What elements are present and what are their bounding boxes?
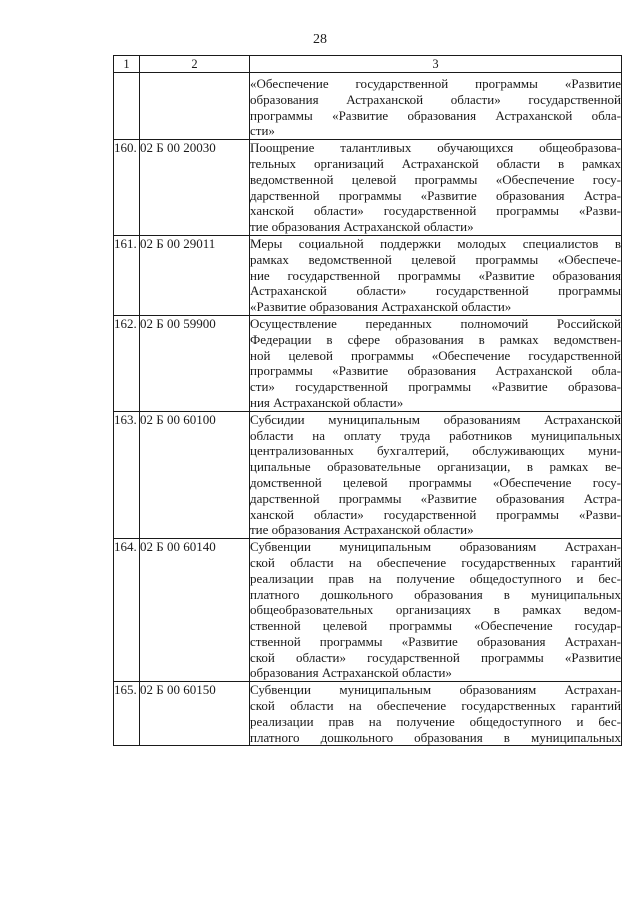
description-line: ской области на обеспечение государственных гарантий xyxy=(250,698,621,714)
budget-classification-table xyxy=(113,55,622,746)
description-line: тие образования Астраханской области» xyxy=(250,522,474,538)
table-row xyxy=(114,539,622,682)
description-line: реализации прав на получение общедоступного и бес- xyxy=(250,570,621,586)
row-description xyxy=(250,235,622,315)
description-line: программы «Развитие образования Астраханской обла- xyxy=(250,107,621,123)
description-line: ние государственной программы «Развитие образования xyxy=(250,267,621,283)
classification-code: 02 Б 00 60100 xyxy=(140,411,250,538)
description-line: Астраханской области» государственной программы xyxy=(250,283,621,299)
row-number: 163. xyxy=(114,411,140,538)
description-line: ципальные образовательные организации, в рамках ве- xyxy=(250,459,621,475)
classification-code: 02 Б 00 29011 xyxy=(140,235,250,315)
header-col-2: 2 xyxy=(140,56,250,73)
table-row xyxy=(114,73,622,140)
description-line: ственной программы «Развитие образования Астрахан- xyxy=(250,633,621,649)
description-line: сти» государственной программы «Развитие образова- xyxy=(250,379,621,395)
classification-code: 02 Б 00 59900 xyxy=(140,315,250,411)
description-line: Субсидии муниципальным образованиям Астраханской xyxy=(250,411,621,427)
description-line: ханской области» государственной программы «Разви- xyxy=(250,506,621,522)
row-description xyxy=(250,315,622,411)
table-header-row xyxy=(114,56,622,73)
table-row xyxy=(114,411,622,538)
description-line: образования Астраханской области» государственной xyxy=(250,91,621,107)
row-description xyxy=(250,73,622,140)
description-line: общеобразовательных организациях в рамках ведом- xyxy=(250,602,621,618)
row-number: 160. xyxy=(114,140,140,236)
description-line: ханской области» государственной программы «Разви- xyxy=(250,203,621,219)
row-number: 162. xyxy=(114,315,140,411)
row-number: 164. xyxy=(114,539,140,682)
description-line: ственной целевой программы «Обеспечение государ- xyxy=(250,618,621,634)
header-col-3: 3 xyxy=(250,56,622,73)
table-row xyxy=(114,315,622,411)
row-description xyxy=(250,411,622,538)
classification-code xyxy=(140,73,250,140)
page-number: 28 xyxy=(313,32,327,47)
description-line: Меры социальной поддержки молодых специалистов в xyxy=(250,235,621,251)
row-number: 161. xyxy=(114,235,140,315)
description-line: тельных организаций Астраханской области в рамках xyxy=(250,155,621,171)
description-line: «Развитие образования Астраханской области» xyxy=(250,299,512,315)
classification-code: 02 Б 00 60150 xyxy=(140,682,250,746)
description-line: области на оплату труда работников муниципальных xyxy=(250,427,621,443)
description-line: образования Астраханской области» xyxy=(250,665,452,681)
classification-code: 02 Б 00 20030 xyxy=(140,140,250,236)
description-line: тие образования Астраханской области» xyxy=(250,219,474,235)
description-line: домственной целевой программы «Обеспечение госу- xyxy=(250,474,621,490)
row-number xyxy=(114,73,140,140)
description-line: Субвенции муниципальным образованиям Астрахан- xyxy=(250,539,621,555)
description-line: программы «Развитие образования Астраханской обла- xyxy=(250,363,621,379)
description-line: Федерации в сфере образования в рамках ведомствен- xyxy=(250,331,621,347)
description-line: дарственной программы «Развитие образования Астра- xyxy=(250,490,621,506)
description-line: «Обеспечение государственной программы «Развитие xyxy=(250,76,621,91)
description-line: Осуществление переданных полномочий Российской xyxy=(250,315,621,331)
description-line: Субвенции муниципальным образованиям Астрахан- xyxy=(250,682,621,698)
description-line: реализации прав на получение общедоступного и бес- xyxy=(250,713,621,729)
description-line: дарственной программы «Развитие образования Астра- xyxy=(250,187,621,203)
row-description xyxy=(250,140,622,236)
description-line: платного дошкольного образования в муниципальных xyxy=(250,586,621,602)
description-line: платного дошкольного образования в муниципальных xyxy=(250,729,621,745)
description-line: централизованных бухгалтерий, обслуживающих муни- xyxy=(250,443,621,459)
description-line: ведомственной целевой программы «Обеспечение госу- xyxy=(250,171,621,187)
table-row xyxy=(114,140,622,236)
table-row xyxy=(114,682,622,746)
row-description xyxy=(250,539,622,682)
row-description xyxy=(250,682,622,746)
description-line: ской области на обеспечение государственных гарантий xyxy=(250,554,621,570)
row-number: 165. xyxy=(114,682,140,746)
description-line: рамках ведомственной целевой программы «Обеспече- xyxy=(250,251,621,267)
classification-code: 02 Б 00 60140 xyxy=(140,539,250,682)
table-body xyxy=(114,73,622,746)
header-col-1: 1 xyxy=(114,56,140,73)
description-line: ной целевой программы «Обеспечение государственной xyxy=(250,347,621,363)
description-line: ской области» государственной программы «Развитие xyxy=(250,649,621,665)
table-row xyxy=(114,235,622,315)
description-line: ния Астраханской области» xyxy=(250,394,404,410)
description-line: сти» xyxy=(250,123,275,139)
description-line: Поощрение талантливых обучающихся общеобразова- xyxy=(250,140,621,156)
